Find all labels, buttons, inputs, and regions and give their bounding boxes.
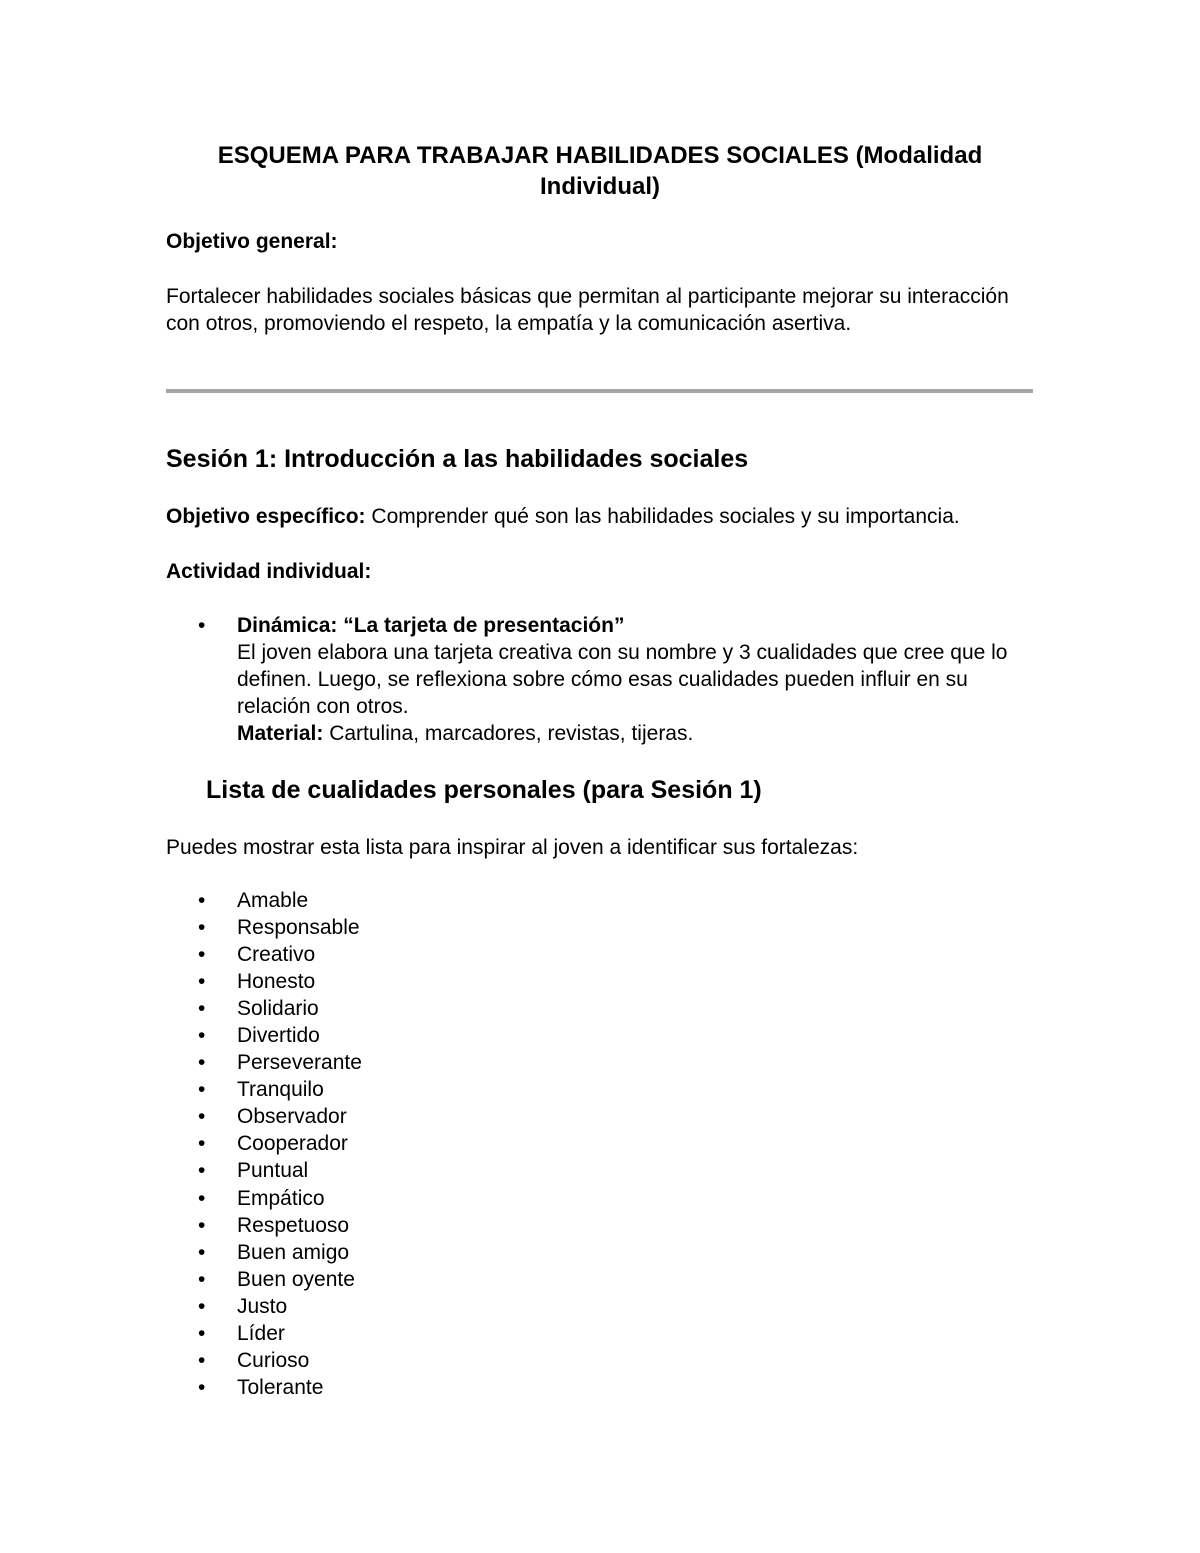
qualities-heading: Lista de cualidades personales (para Sesión 1) (206, 776, 762, 804)
quality-label: Observador (237, 1105, 347, 1129)
bullet-icon: • (198, 943, 206, 967)
bullet-icon: • (198, 1213, 206, 1237)
quality-label: Cooperador (237, 1132, 348, 1156)
bullet-icon: • (198, 916, 206, 940)
quality-label: Responsable (237, 916, 360, 940)
general-objective-text: Fortalecer habilidades sociales básicas que permitan al participante mejorar su interacción con otros, promoviendo el respeto, la empatía y la comunicación asertiva. (166, 285, 1009, 335)
bullet-icon: • (198, 1051, 206, 1075)
list-item (198, 1374, 598, 1401)
quality-label: Perseverante (237, 1051, 362, 1075)
list-item (198, 1049, 598, 1076)
list-item (198, 1320, 598, 1347)
quality-label: Buen oyente (237, 1267, 355, 1291)
quality-label: Puntual (237, 1159, 309, 1183)
bullet-icon: • (198, 970, 206, 994)
quality-label: Empático (237, 1186, 325, 1210)
bullet-icon: • (198, 1294, 206, 1318)
list-item (198, 995, 598, 1022)
quality-label: Tranquilo (237, 1078, 324, 1102)
material-line (237, 720, 1037, 747)
list-item (198, 1076, 598, 1103)
qualities-intro: Puedes mostrar esta lista para inspirar al joven a identificar sus fortalezas: (166, 836, 859, 859)
list-item (198, 1130, 598, 1157)
specific-objective-text: Comprender qué son las habilidades sociales y su importancia. (365, 505, 960, 528)
document-title: ESQUEMA PARA TRABAJAR HABILIDADES SOCIALES (Modalidad Individual) (217, 142, 983, 200)
dynamic-title: Dinámica: “La tarjeta de presentación” (237, 614, 625, 637)
list-item (198, 1239, 598, 1266)
material-label: Material: (237, 722, 324, 745)
session1-heading: Sesión 1: Introducción a las habilidades sociales (166, 445, 749, 473)
list-item (198, 1157, 598, 1184)
list-item (198, 887, 598, 914)
activity-label: Actividad individual: (166, 560, 372, 583)
bullet-icon: • (198, 1375, 206, 1399)
specific-objective-label: Objetivo específico: (166, 505, 366, 528)
quality-label: Amable (237, 889, 309, 912)
quality-label: Solidario (237, 997, 319, 1021)
list-item (198, 1103, 598, 1130)
horizontal-divider (166, 389, 1033, 393)
quality-label: Honesto (237, 970, 316, 994)
general-objective-label: Objetivo general: (166, 230, 338, 253)
bullet-icon: • (198, 889, 206, 912)
list-item (198, 941, 598, 968)
list-item (198, 1212, 598, 1239)
quality-label: Justo (237, 1294, 288, 1318)
list-item (198, 1185, 598, 1212)
qualities-list (198, 887, 598, 1401)
quality-label: Buen amigo (237, 1240, 350, 1264)
material-text: Cartulina, marcadores, revistas, tijeras. (323, 722, 694, 745)
dynamic-content (237, 612, 1037, 747)
bullet-icon: • (198, 1078, 206, 1102)
bullet-icon: • (198, 1132, 206, 1156)
bullet-icon: • (198, 1348, 206, 1372)
bullet-icon: • (198, 1240, 206, 1264)
list-item (198, 1293, 598, 1320)
bullet-icon: • (198, 1024, 206, 1048)
quality-label: Divertido (237, 1024, 320, 1048)
quality-label: Tolerante (237, 1375, 324, 1399)
bullet-icon: • (198, 1186, 206, 1210)
list-item (198, 914, 598, 941)
list-item (198, 1347, 598, 1374)
list-item (198, 1266, 598, 1293)
quality-label: Creativo (237, 943, 316, 967)
bullet-icon: • (198, 614, 206, 637)
specific-objective (166, 503, 1034, 530)
bullet-icon: • (198, 1159, 206, 1183)
bullet-icon: • (198, 1267, 206, 1291)
bullet-icon: • (198, 1105, 206, 1129)
quality-label: Respetuoso (237, 1213, 350, 1237)
list-item (198, 1022, 598, 1049)
list-item (198, 968, 598, 995)
bullet-icon: • (198, 997, 206, 1021)
quality-label: Curioso (237, 1348, 310, 1372)
quality-label: Líder (237, 1321, 285, 1345)
bullet-icon: • (198, 1321, 206, 1345)
dynamic-description: El joven elabora una tarjeta creativa con su nombre y 3 cualidades que cree que lo definen. Luego, se reflexiona sobre cómo esas cualidades pueden influir en su relación con otros. (237, 641, 1008, 718)
